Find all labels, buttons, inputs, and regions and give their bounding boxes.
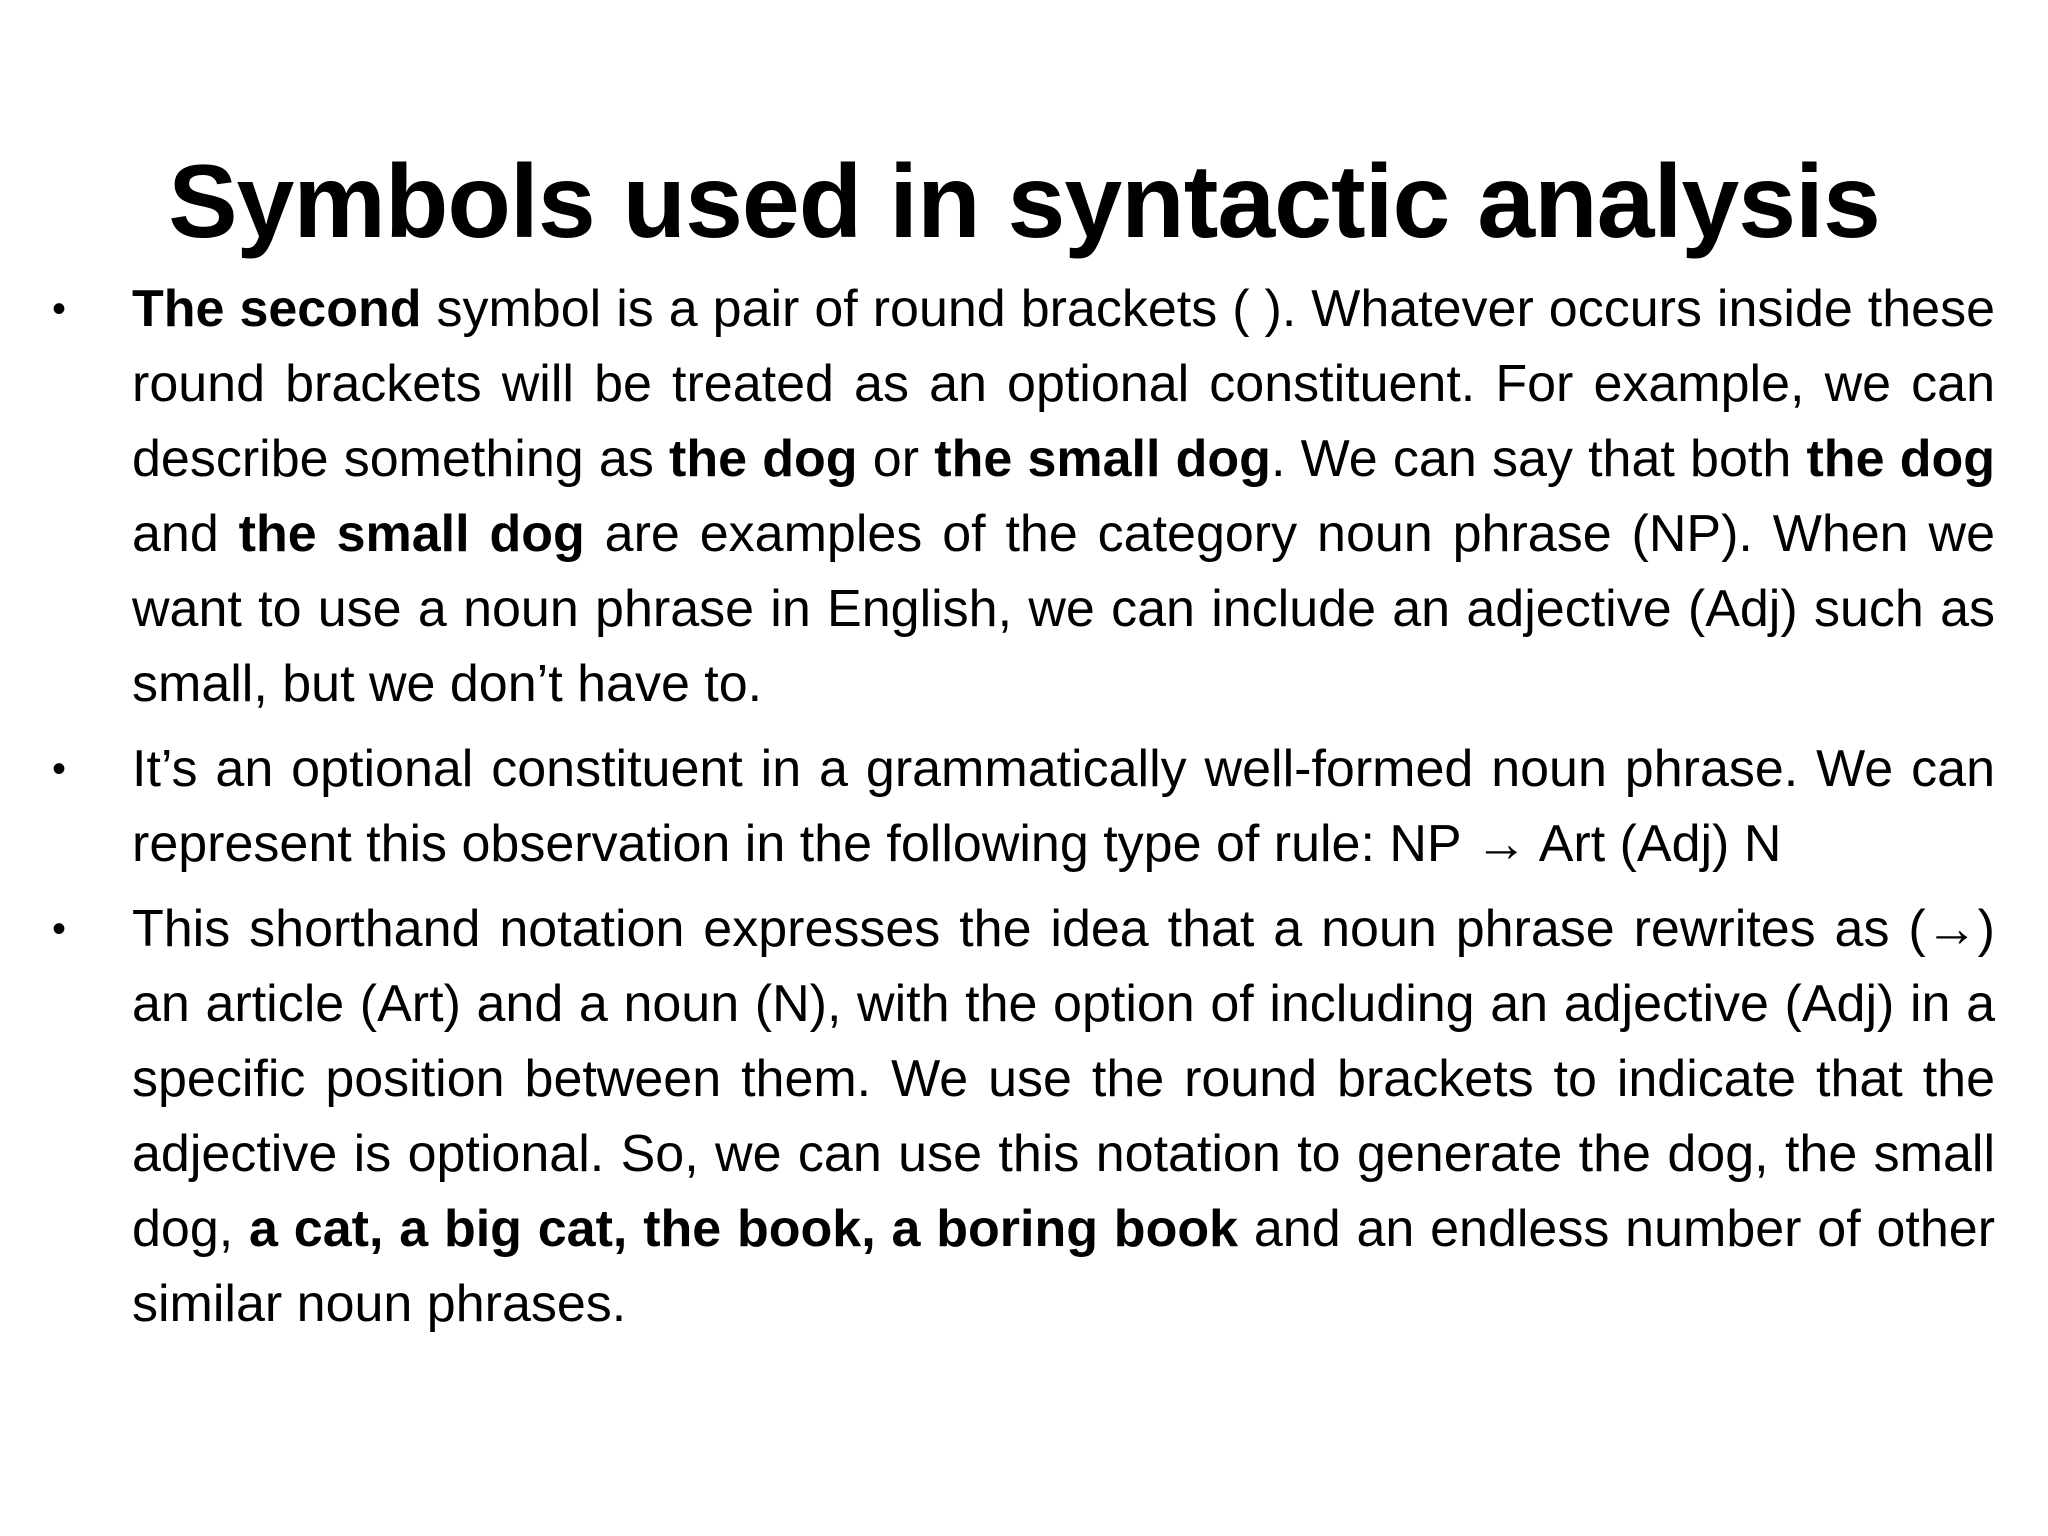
- bold-run: the dog: [669, 430, 858, 488]
- text-run: . We can say that both: [1270, 430, 1807, 488]
- text-run: are examples of the category noun phrase (NP). When we want to use a noun phrase in English, we can include an adjective (Adj) such as small, but we don’t have to.: [132, 505, 1995, 713]
- text-run: It’s an optional constituent in a grammatically well-formed noun phrase. We can represent this observation in the following type of rule: NP → Art (Adj) N: [132, 740, 1995, 873]
- bold-run: the dog: [1806, 430, 1995, 488]
- bold-run: the small dog: [934, 430, 1271, 488]
- bullet-marker: •: [52, 287, 67, 331]
- text-run: symbol is a pair of round brackets ( ). Whatever occurs inside these round brackets will be treated as an optional constituent. For example, we can describe something as: [132, 280, 1995, 488]
- text-run: or: [857, 430, 935, 488]
- text-run: This shorthand notation expresses the idea that a noun phrase rewrites as (→) an article (Art) and a noun (N), with the option of including an adjective (Adj) in a specific position between them. We use the round brackets to indicate that the adjective is optional. So, we can use this notation to generate the dog, the small dog,: [132, 900, 1995, 1258]
- text-run: and: [132, 505, 239, 563]
- bullet-item: [52, 892, 1995, 1342]
- bold-run: The second: [132, 280, 422, 338]
- bullet-item: [52, 732, 1995, 882]
- text-run: and an endless number of other similar noun phrases.: [132, 1200, 1996, 1333]
- bullet-text: [132, 732, 1995, 882]
- bullet-marker: •: [52, 907, 67, 951]
- bullet-text: [132, 892, 1995, 1342]
- bullet-marker: •: [52, 747, 67, 791]
- bullet-list: [52, 272, 1995, 1352]
- slide-title: Symbols used in syntactic analysis: [168, 144, 1880, 260]
- bullet-text: [132, 272, 1995, 722]
- bullet-item: [52, 272, 1995, 722]
- bold-run: the small dog: [238, 505, 585, 563]
- bold-run: a cat, a big cat, the book, a boring book: [249, 1200, 1239, 1258]
